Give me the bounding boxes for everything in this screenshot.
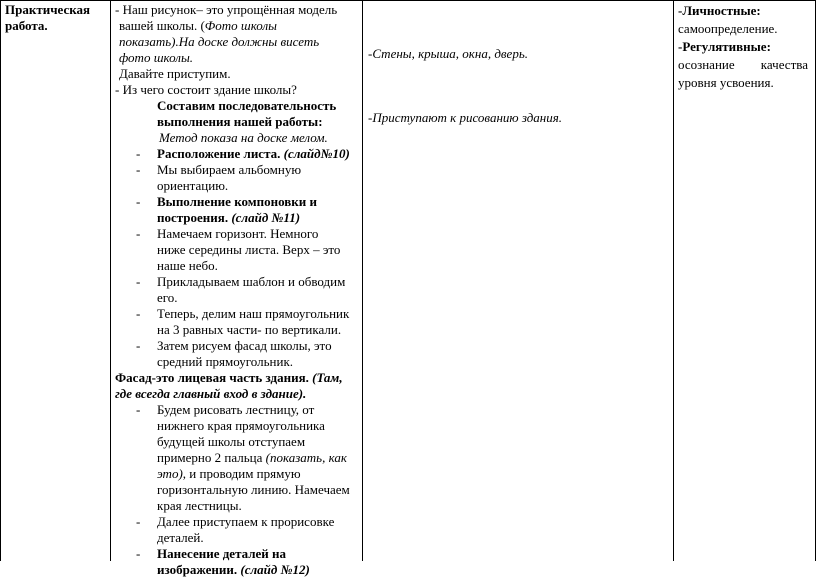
step3-heading-line1: Нанесение деталей на [157,546,287,561]
regulatory-word-2: качества [760,57,808,72]
stage-title-line2: работа. [5,18,48,33]
stairs-note-end: это) [157,466,183,481]
list-dash: - [136,274,141,289]
step3-slide: (слайд №12) [240,562,310,577]
competencies [678,2,808,92]
list-item: его. [157,290,178,305]
facade-definition-line1 [115,370,343,386]
facade-note: (Там, [312,370,343,385]
list-item: деталей. [157,530,204,545]
intro-line: - Наш рисунок– это упрощённая модель [115,2,338,17]
column-divider-3 [673,0,674,561]
column-divider-1 [110,0,111,561]
intro-text: вашей школы. ( [119,18,205,33]
list-item: ниже середины листа. Верх – это [157,242,341,257]
list-dash: - [136,402,141,417]
facade-definition: Фасад-это лицевая часть здания. [115,370,309,385]
list-item: Мы выбираем альбомную [157,162,302,177]
list-dash: - [136,162,141,177]
list-item: Теперь, делим наш прямоугольник [157,306,350,321]
regulatory-label: -Регулятивные: [678,39,771,54]
column-divider-2 [362,0,363,561]
stairs-text: , и проводим прямую [182,466,301,481]
list-item: будущей школы отступаем [157,434,306,449]
stairs-note: (показать, как [265,450,347,465]
list-item: Далее приступаем к прорисовке [157,514,335,529]
step2-slide: (слайд №11) [231,210,301,225]
intro-photo-note: Фото школы [204,18,277,33]
list-item: горизонтальную линию. Намечаем [157,482,350,497]
plan-heading-line1: Составим последовательность [157,98,337,113]
stage-title [5,2,109,34]
intro-line: показать).На доске должны висеть [119,34,320,49]
regulatory-word-1: осознание [678,57,735,72]
step2-heading-line2 [157,210,300,226]
personal-text: самоопределение. [678,21,778,36]
plan-heading-line2: выполнения нашей работы: [157,114,323,129]
list-item: ориентацию. [157,178,229,193]
regulatory-text-line2: уровня усвоения. [678,75,774,90]
list-item: на 3 равных части- по вертикали. [157,322,342,337]
intro-question: - Из чего состоит здание школы? [115,82,297,97]
list-dash: - [136,306,141,321]
stage-title-line1: Практическая [5,2,91,17]
list-item: Прикладываем шаблон и обводим [157,274,346,289]
list-dash: - [136,194,141,209]
step1-heading [157,146,350,162]
list-item: края лестницы. [157,498,242,513]
student-answer-2: -Приступают к рисованию здания. [368,110,563,125]
step3-heading-line2 [157,562,310,578]
step3-title: изображении. [157,562,238,577]
student-answer-1: -Стены, крыша, окна, дверь. [368,46,528,61]
regulatory-text-line1 [678,56,808,74]
step2-title: построения. [157,210,229,225]
table-border-top [0,0,816,1]
personal-label: -Личностные: [678,3,761,18]
list-dash: - [136,146,141,161]
list-item: Будем рисовать лестницу, от [157,402,315,417]
list-item [157,466,301,482]
intro-line: фото школы. [119,50,193,65]
stairs-text: примерно 2 пальца [157,450,263,465]
facade-definition-line2: где всегда главный вход в здание). [115,386,307,401]
table-border-left [0,0,1,561]
step1-slide: (слайд№10) [283,146,350,161]
list-item: Намечаем горизонт. Немного [157,226,319,241]
list-item: Затем рисуем фасад школы, это [157,338,332,353]
intro-line: Давайте приступим. [119,66,231,81]
intro-line [119,18,277,34]
list-item: средний прямоугольник. [157,354,294,369]
step2-heading-line1: Выполнение компоновки и [157,194,318,209]
list-dash: - [136,338,141,353]
list-item: наше небо. [157,258,218,273]
list-dash: - [136,514,141,529]
method-note: Метод показа на доске мелом. [159,130,328,145]
list-item [157,450,347,466]
list-dash: - [136,226,141,241]
list-dash: - [136,546,141,561]
list-item: нижнего края прямоугольника [157,418,325,433]
step1-title: Расположение листа. [157,146,281,161]
